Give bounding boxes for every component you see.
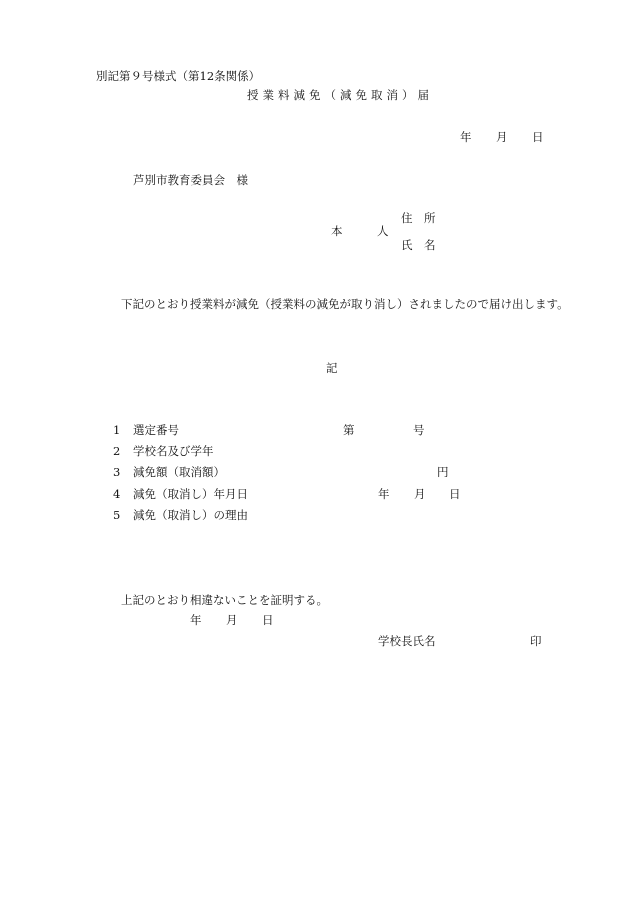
cert-date-year: 年: [190, 613, 202, 627]
principal-label: 学校長氏名: [378, 634, 436, 648]
item4-year: 年: [378, 487, 390, 501]
item-label: 選定番号: [133, 423, 179, 437]
item-number: 3: [113, 465, 121, 479]
item-number: 2: [113, 444, 121, 458]
form-reference: 別記第９号様式（第12条関係）: [96, 69, 261, 83]
name-label: 氏 名: [401, 238, 436, 252]
item-number: 4: [113, 487, 121, 501]
cert-date-day: 日: [262, 613, 274, 627]
seal-mark: 印: [530, 634, 542, 648]
cert-date-month: 月: [226, 613, 238, 627]
intro-text: 下記のとおり授業料が減免（授業料の減免が取り消し）されましたので届け出します。: [121, 297, 569, 311]
date-top-year: 年: [460, 130, 472, 144]
ki-heading: 記: [326, 361, 338, 375]
item4-month: 月: [414, 487, 426, 501]
certification-text: 上記のとおり相違ないことを証明する。: [121, 593, 328, 607]
date-top-day: 日: [532, 130, 544, 144]
item4-day: 日: [449, 487, 461, 501]
item-label: 学校名及び学年: [133, 444, 214, 458]
item1-dai: 第: [343, 423, 355, 437]
address-label: 住 所: [401, 211, 436, 225]
item-number: 1: [113, 423, 121, 437]
item-label: 減免額（取消額）: [133, 465, 225, 479]
item-number: 5: [113, 508, 121, 522]
addressee: 芦別市教育委員会 様: [133, 173, 248, 187]
item-label: 減免（取消し）の理由: [133, 508, 248, 522]
self-label: 本 人: [331, 224, 389, 238]
date-top-month: 月: [496, 130, 508, 144]
item1-go: 号: [413, 423, 425, 437]
item3-yen: 円: [437, 465, 449, 479]
document-title: 授業料減免（減免取消）届: [247, 88, 433, 102]
item-label: 減免（取消し）年月日: [133, 487, 248, 501]
